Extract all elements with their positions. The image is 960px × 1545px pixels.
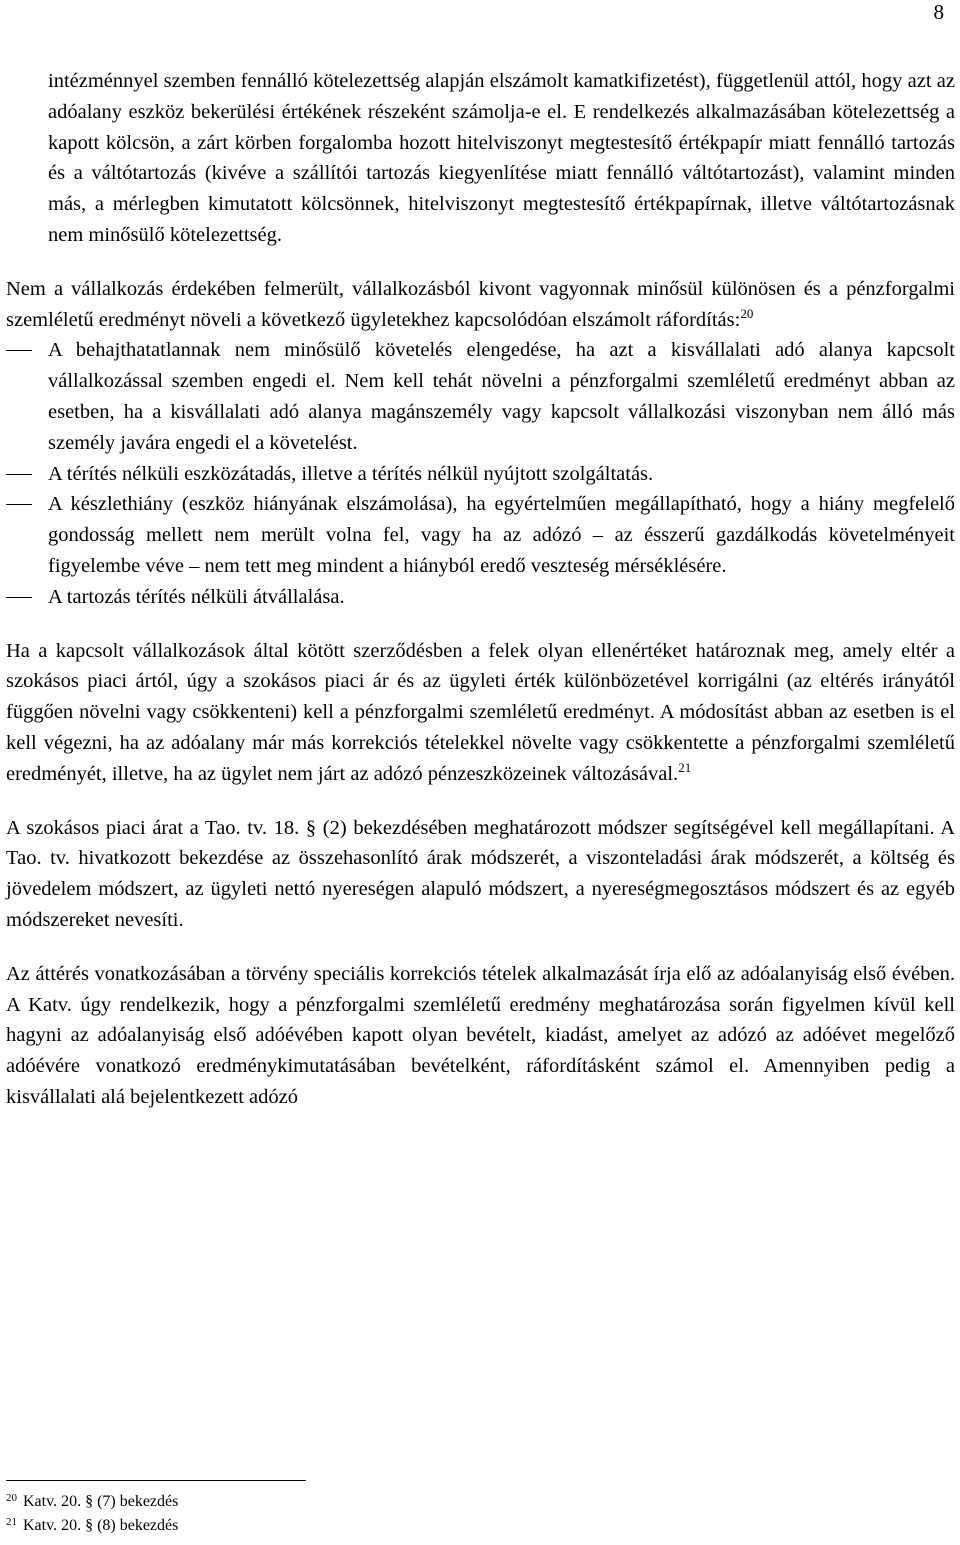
dash-bullet xyxy=(6,350,32,351)
paragraph-related-parties-text: Ha a kapcsolt vállalkozások által kötött szerződésben a felek olyan ellenértéket határoznak meg, amely eltér a szokásos piaci ártól, úgy a szokásos piaci ár és az ügyleti érték különbözetével korrigálni (az eltérés irányától függően növelni vagy csökkenteni) kell a pénzforgalmi szemléletű eredményt. A módosítást abban az esetben is el kell végezni, ha az adóalany már más korrekciós tételekkel növelte vagy csökkentette a pénzforgalmi szemléletű eredményét, illetve, ha az ügylet nem járt az adózó pénzeszközeinek változásával. xyxy=(6,639,955,785)
paragraph-withdrawn-assets-text: Nem a vállalkozás érdekében felmerült, vállalkozásból kivont vagyonnak minősül különösen és a pénzforgalmi szemléletű eredményt növeli a következő ügyletekhez kapcsolódóan elszámolt ráfordítás: xyxy=(6,277,955,331)
list-item-text: A behajthatatlannak nem minősülő követelés elengedése, ha azt a kisvállalati adó alanya kapcsolt vállalkozással szemben engedi el. Nem kell tehát növelni a pénzforgalmi szemléletű eredményt abban az esetben, ha a kisvállalati adó alanya magánszemély vagy kapcsolt vállalkozási viszonyban nem álló más személy javára engedi el a követelést. xyxy=(48,339,955,454)
dash-bullet xyxy=(6,597,32,598)
paragraph-related-parties xyxy=(6,636,955,790)
page-body xyxy=(6,66,955,1113)
footnote-text: Katv. 20. § (8) bekezdés xyxy=(23,1517,179,1534)
footnote xyxy=(6,1514,178,1538)
footnote-ref-21: 21 xyxy=(678,759,692,775)
footnote-separator xyxy=(6,1480,306,1481)
footnote-number: 20 xyxy=(6,1492,17,1504)
list-item-text: A térítés nélküli eszközátadás, illetve a térítés nélkül nyújtott szolgáltatás. xyxy=(48,462,654,485)
footnotes xyxy=(6,1490,178,1538)
page-number: 8 xyxy=(933,0,944,24)
list-item xyxy=(6,335,955,458)
footnote-text: Katv. 20. § (7) bekezdés xyxy=(23,1493,179,1510)
dash-bullet xyxy=(6,504,32,505)
list-item xyxy=(6,489,955,581)
list-item xyxy=(6,459,955,490)
paragraph-market-price: A szokásos piaci árat a Tao. tv. 18. § (2) bekezdésében meghatározott módszer segítségével kell megállapítani. A Tao. tv. hivatkozott bekezdése az összehasonlító árak módszerét, a viszonteladási árak módszerét, a költség és jövedelem módszert, az ügyleti nettó nyereségen alapuló módszert, a nyereségmegosztásos módszert és az egyéb módszereket nevesíti. xyxy=(6,816,955,931)
dash-bullet xyxy=(6,474,32,475)
footnote xyxy=(6,1490,178,1514)
footnote-ref-20: 20 xyxy=(740,305,754,321)
paragraph-transition: Az áttérés vonatkozásában a törvény speciális korrekciós tételek alkalmazását írja elő az adóalanyiság első évében. A Katv. úgy rendelkezik, hogy a pénzforgalmi szemléletű eredmény meghatározása során figyelmen kívül kell hagyni az adóalanyiság első adóévében kapott olyan bevételt, kiadást, amelyet az adózó az adóévet megelőző adóévére vonatkozó eredménykimutatásában bevételként, ráfordításként számol el. Amennyiben pedig a kisvállalati alá bejelentkezett adózó xyxy=(6,962,955,1108)
expense-list xyxy=(6,335,955,612)
list-item xyxy=(6,582,955,613)
footnote-number: 21 xyxy=(6,1516,17,1528)
list-item-text: A készlethiány (eszköz hiányának elszámolása), ha egyértelműen megállapítható, hogy a hiány megfelelő gondosság mellett nem merült volna fel, vagy ha az adózó – az ésszerű gazdálkodás követelményeit figyelembe véve – nem tett meg mindent a hiányból eredő veszteség mérséklésére. xyxy=(48,493,955,577)
list-item-text: A tartozás térítés nélküli átvállalása. xyxy=(48,585,345,608)
paragraph-withdrawn-assets xyxy=(6,274,955,336)
paragraph-interest: intézménnyel szemben fennálló kötelezettség alapján elszámolt kamatkifizetést), függetlenül attól, hogy azt az adóalany eszköz bekerülési értékének részeként számolja-e el. E rendelkezés alkalmazásában kötelezettség a kapott kölcsön, a zárt körben forgalomba hozott hitelviszonyt megtestesítő értékpapír miatt fennálló tartozás és a váltótartozás (kivéve a szállítói tartozás kiegyenlítése miatt fennálló váltótartozást), valamint minden más, a mérlegben kimutatott kölcsönnek, hitelviszonyt megtestesítő értékpapírnak, illetve váltótartozásnak nem minősülő kötelezettség. xyxy=(48,70,955,246)
